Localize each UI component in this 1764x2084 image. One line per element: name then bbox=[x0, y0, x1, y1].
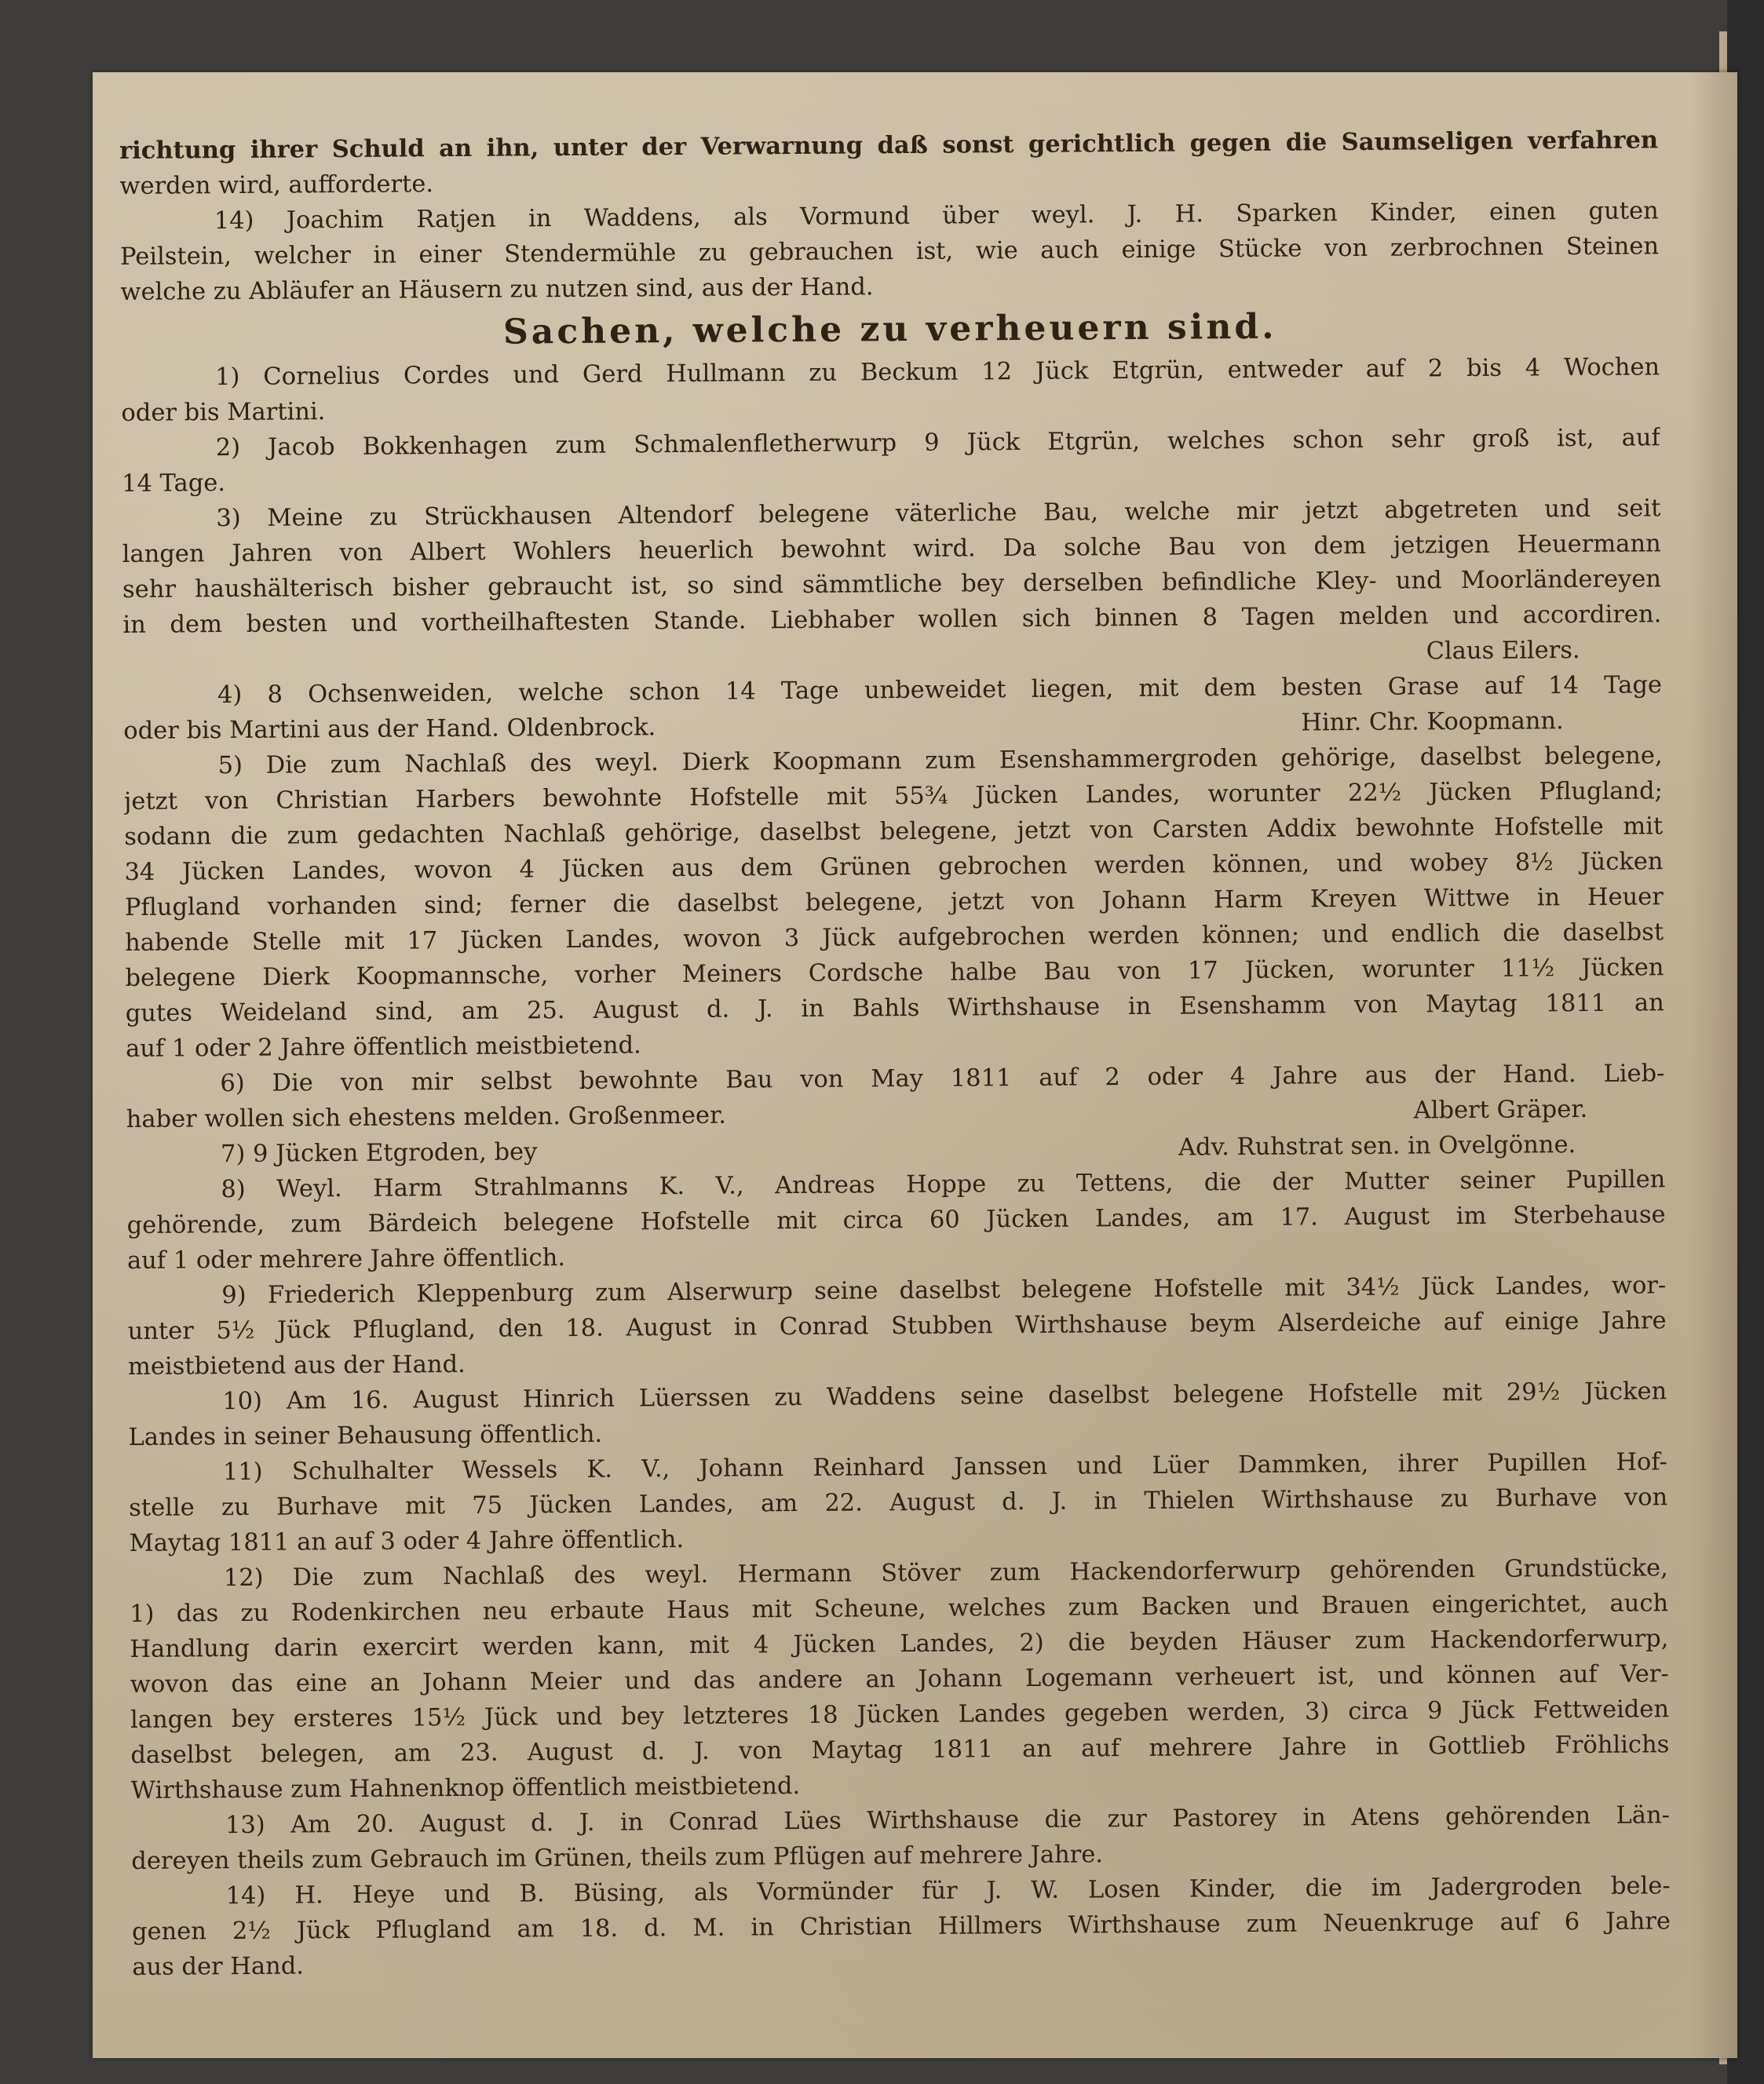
signature: Adv. Ruhstrat sen. in Ovelgönne. bbox=[1178, 1131, 1576, 1162]
signature: Albert Gräper. bbox=[1413, 1095, 1588, 1125]
entry-line: 14 Tage. bbox=[121, 469, 226, 498]
entry-line: 1) Cornelius Cordes und Gerd Hullmann zu Beckum 12 Jück Etgrün, entweder auf 2 bis 4 Wochen bbox=[215, 353, 1660, 392]
entry-14-line: Peilstein, welcher in einer Stendermühle zu gebrauchen ist, wie auch einige Stücke von zerbrochnen Steinen bbox=[119, 232, 1660, 271]
entry-line: 8) Weyl. Harm Strahlmanns K. V., Andreas Hoppe zu Tettens, die der Mutter seiner Pupillen bbox=[221, 1166, 1666, 1204]
signature: Hinr. Chr. Koopmann. bbox=[1301, 707, 1564, 737]
entry-line: auf 1 oder mehrere Jahre öffentlich. bbox=[126, 1244, 566, 1275]
entry-line: haber wollen sich ehestens melden. Großenmeer. bbox=[126, 1101, 727, 1133]
entry-line: gehörende, zum Bärdeich belegene Hofstelle mit circa 60 Jücken Landes, am 17. August im Sterbehause bbox=[126, 1201, 1666, 1239]
entry-line: Landes in seiner Behausung öffentlich. bbox=[128, 1420, 603, 1451]
section-heading: Sachen, welche zu verheuern sind. bbox=[502, 306, 1277, 352]
entry-line: sehr haushälterisch bisher gebraucht ist, so sind sämmtliche bey derselben befindliche Kley- und Moorländereyen bbox=[122, 565, 1662, 604]
entry-line: 3) Meine zu Strückhausen Altendorf belegene väterliche Bau, welche mir jetzt abgetreten und seit bbox=[216, 495, 1661, 533]
entry-14-line: welche zu Abläufer an Häusern zu nutzen sind, aus der Hand. bbox=[120, 273, 874, 306]
text-line: richtung ihrer Schuld an ihn, unter der Verwarnung daß sonst gerichtlich gegen die Saumseligen verfahren bbox=[119, 126, 1659, 165]
entry-line: habende Stelle mit 17 Jücken Landes, wovon 3 Jück aufgebrochen werden können; und endlich die daselbst bbox=[125, 918, 1664, 957]
entry-line: 5) Die zum Nachlaß des weyl. Dierk Koopmann zum Esenshammergroden gehörige, daselbst belegene, bbox=[217, 742, 1663, 780]
entry-line: meistbietend aus der Hand. bbox=[127, 1350, 466, 1381]
entry-line: 14) H. Heye und B. Büsing, als Vormünder für J. W. Losen Kinder, die im Jadergroden bele- bbox=[225, 1872, 1671, 1911]
entry-line: dereyen theils zum Gebrauch im Grünen, theils zum Pflügen auf mehrere Jahre. bbox=[131, 1841, 1104, 1875]
document-text bbox=[119, 122, 1671, 1985]
entry-line: 10) Am 16. August Hinrich Lüerssen zu Waddens seine daselbst belegene Hofstelle mit 29½ Jücken bbox=[222, 1378, 1667, 1416]
entry-line: in dem besten und vortheilhaftesten Stande. Liebhaber wollen sich binnen 8 Tagen melden und accordiren. bbox=[122, 600, 1662, 639]
entry-line: oder bis Martini aus der Hand. Oldenbrock. bbox=[123, 714, 656, 745]
entry-line: Handlung darin exercirt werden kann, mit 4 Jücken Landes, 2) die beyden Häuser zum Hackendorferwurp, bbox=[130, 1625, 1669, 1663]
entry-line: Wirthshause zum Hahnenknop öffentlich meistbietend. bbox=[130, 1772, 801, 1805]
entry-line: 6) Die von mir selbst bewohnte Bau von May 1811 auf 2 oder 4 Jahre aus der Hand. Lieb- bbox=[220, 1060, 1665, 1098]
entry-line: sodann die zum gedachten Nachlaß gehörige, daselbst belegene, jetzt von Carsten Addix bewohnte Hofstelle mit bbox=[124, 812, 1664, 851]
entry-line: jetzt von Christian Harbers bewohnte Hofstelle mit 55¾ Jücken Landes, worunter 22½ Jücken Pflugland; bbox=[123, 777, 1664, 816]
entry-line: Pflugland vorhanden sind; ferner die daselbst belegene, jetzt von Johann Harm Kreyen Wittwe in Heuer bbox=[124, 883, 1664, 922]
entry-line: 7) 9 Jücken Etgroden, bey bbox=[220, 1138, 538, 1169]
entry-line: 9) Friederich Kleppenburg zum Alserwurp seine daselbst belegene Hofstelle mit 34½ Jück Landes, wor- bbox=[221, 1272, 1667, 1310]
entry-line: 2) Jacob Bokkenhagen zum Schmalenfletherwurp 9 Jück Etgrün, welches schon sehr groß ist, auf bbox=[215, 424, 1660, 462]
entry-line: langen bey ersteres 15½ Jück und bey letzteres 18 Jücken Landes gegeben werden, 3) circa 9 Jück Fettweiden bbox=[130, 1695, 1670, 1734]
entry-line: 1) das zu Rodenkirchen neu erbaute Haus mit Scheune, welches zum Backen und Brauen eingerichtet, auch bbox=[130, 1589, 1669, 1628]
entry-line: 34 Jücken Landes, wovon 4 Jücken aus dem Grünen gebrochen werden können, und wobey 8½ Jücken bbox=[124, 848, 1664, 886]
signature: Claus Eilers. bbox=[1426, 637, 1580, 666]
entry-line: 12) Die zum Nachlaß des weyl. Hermann Stöver zum Hackendorferwurp gehörenden Grundstücke, bbox=[223, 1554, 1668, 1593]
entry-line: Maytag 1811 an auf 3 oder 4 Jahre öffentlich. bbox=[129, 1526, 685, 1557]
entry-line: genen 2½ Jück Pflugland am 18. d. M. in Christian Hillmers Wirthshause zum Neuenkruge auf 6 Jahre bbox=[131, 1907, 1671, 1946]
entry-line: oder bis Martini. bbox=[121, 398, 326, 427]
entry-line: 4) 8 Ochsenweiden, welche schon 14 Tage unbeweidet liegen, mit dem besten Grase auf 14 Tage bbox=[217, 671, 1663, 710]
entry-line: auf 1 oder 2 Jahre öffentlich meistbietend. bbox=[126, 1031, 641, 1063]
entry-line: gutes Weideland sind, am 25. August d. J. in Bahls Wirthshause in Esenshamm von Maytag 1811 an bbox=[125, 989, 1664, 1027]
entry-line: aus der Hand. bbox=[132, 1952, 305, 1981]
text-line: werden wird, aufforderte. bbox=[119, 170, 434, 200]
entry-line: 13) Am 20. August d. J. in Conrad Lües Wirthshause die zur Pastorey in Atens gehörenden Län- bbox=[225, 1801, 1671, 1840]
entry-line: daselbst belegen, am 23. August d. J. von Maytag 1811 an auf mehrere Jahre in Gottlieb Fröhlichs bbox=[130, 1731, 1670, 1769]
entry-14-line: 14) Joachim Ratjen in Waddens, als Vormund über weyl. J. H. Sparken Kinder, einen guten bbox=[214, 197, 1659, 235]
entry-line: unter 5½ Jück Pflugland, den 18. August in Conrad Stubben Wirthshause beym Alserdeiche auf einige Jahre bbox=[127, 1307, 1667, 1345]
entry-line: wovon das eine an Johann Meier und das andere an Johann Logemann verheuert ist, und können auf Ver- bbox=[130, 1660, 1669, 1699]
entry-line: stelle zu Burhave mit 75 Jücken Landes, am 22. August d. J. in Thielen Wirthshause zu Burhave von bbox=[129, 1484, 1668, 1522]
entry-line: 11) Schulhalter Wessels K. V., Johann Reinhard Janssen und Lüer Dammken, ihrer Pupillen Hof- bbox=[222, 1448, 1667, 1487]
entry-line: belegene Dierk Koopmannsche, vorher Meiners Cordsche halbe Bau von 17 Jücken, worunter 11½ Jücken bbox=[125, 954, 1664, 992]
entry-line: langen Jahren von Albert Wohlers heuerlich bewohnt wird. Da solche Bau von dem jetzigen Heuermann bbox=[122, 530, 1661, 568]
